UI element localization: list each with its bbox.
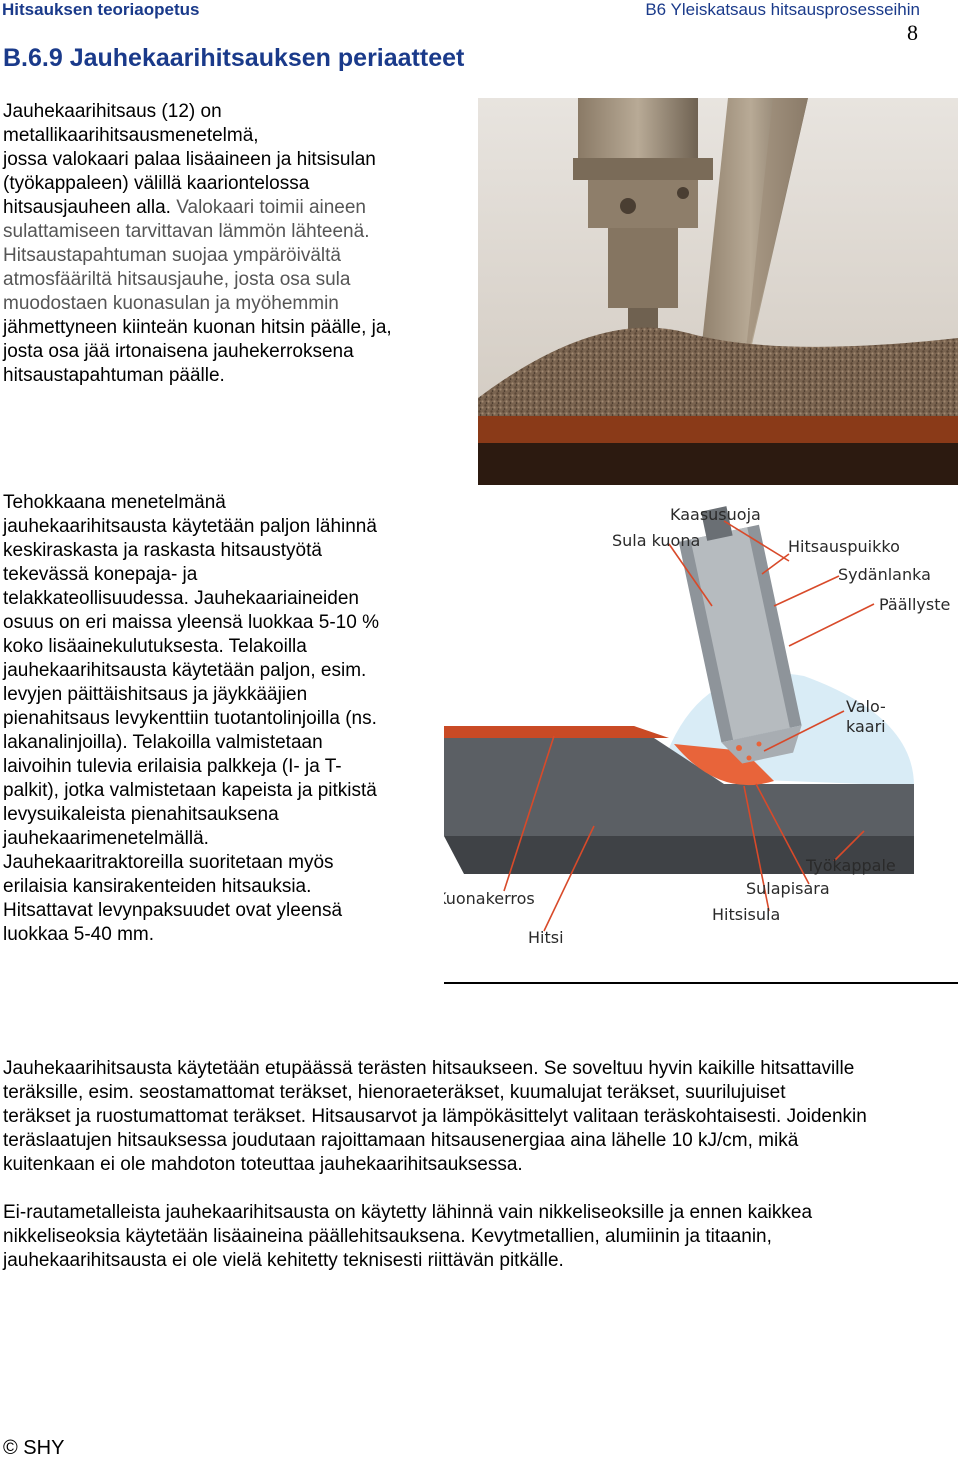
text-line: teräksille, esim. seostamattomat teräkset, hienoraeteräkset, kuumalujat teräkset, suurilujuiset (3, 1082, 786, 1103)
text-line: lakanalinjoilla). Telakoilla valmistetaan (3, 732, 323, 753)
text-line: metallikaarihitsausmenetelmä, (3, 125, 259, 146)
page-number: 8 (907, 20, 918, 45)
text-line (3, 196, 443, 220)
text-line: levysuikaleista pienahitsauksena (3, 804, 279, 825)
text-line: Jauhekaarihitsaus (12) on (3, 101, 222, 122)
text-line: teräslaatujen hitsauksessa joudutaan rajoittamaan hitsausenergiaa aina lähelle 10 kJ/cm, mikä (3, 1130, 799, 1151)
process-diagram-illustration (444, 486, 958, 986)
text-line: atmosfääriltä hitsausjauhe, josta osa sula (3, 269, 351, 290)
label-kaasusuoja: Kaasusuoja (670, 505, 761, 524)
steel-paragraph (3, 1057, 953, 1177)
text-line: luokkaa 5-40 mm. (3, 924, 155, 945)
label-hitsauspuikko: Hitsauspuikko (788, 537, 900, 556)
footer-copyright: © SHY (3, 1437, 65, 1459)
welding-photo-illustration (478, 98, 958, 485)
text-line: jauhekaarihitsausta ei ole vielä kehitetty teknisesti riittävän pitkälle. (3, 1250, 564, 1271)
label-sula-kuona: Sula kuona (612, 531, 701, 550)
text-line: josta osa jää irtonaisena jauhekerroksena (3, 341, 354, 362)
intro-paragraph (3, 100, 443, 388)
text-line: Jauhekaaritraktoreilla suoritetaan myös (3, 852, 334, 873)
text-line: hitsaustapahtuman päälle. (3, 365, 225, 386)
nonferrous-paragraph (3, 1201, 953, 1273)
text-line: koko lisäainekulutuksesta. Telakoilla (3, 636, 307, 657)
text-line: jauhekaarimenetelmällä. (3, 828, 209, 849)
label-valokaari-1: Valo- (846, 697, 886, 716)
text-line: osuus on eri maissa yleensä luokkaa 5-10 % (3, 612, 379, 633)
text-line: jossa valokaari palaa lisäaineen ja hitsisulan (3, 149, 376, 170)
label-tyokappale: Työkappale (806, 856, 896, 875)
text-line: palkit), jotka valmistetaan kapeista ja pitkistä (3, 780, 377, 801)
text-line: telakkateollisuudessa. Jauhekaariaineiden (3, 588, 359, 609)
text-line: laivoihin tulevia erilaisia palkkeja (I- ja T- (3, 756, 342, 777)
text-line: erilaisia kansirakenteiden hitsauksia. (3, 876, 312, 897)
text-line: levyjen päittäishitsaus ja jäykkääjien (3, 684, 308, 705)
label-kuonakerros: Kuonakerros (444, 889, 535, 908)
header-chapter: B6 Yleiskatsaus hitsausprosesseihin (645, 0, 920, 19)
section-title: B.6.9 Jauhekaarihitsauksen periaatteet (3, 44, 465, 72)
text-line: muodostaen kuonasulan ja myöhemmin (3, 293, 339, 314)
text-fragment: hitsausjauheen alla. (3, 197, 171, 218)
label-hitsi: Hitsi (528, 928, 564, 947)
text-line: pienahitsaus levykenttiin tuotantolinjoilla (ns. (3, 708, 377, 729)
text-fragment: Valokaari toimii aineen (176, 197, 366, 218)
text-line: Tehokkaana menetelmänä (3, 492, 226, 513)
text-line: jähmettyneen kiinteän kuonan hitsin päälle, ja, (3, 317, 392, 338)
text-line: Ei-rautametalleista jauhekaarihitsausta on käytetty lähinnä vain nikkeliseoksille ja ennen kaikkea (3, 1202, 813, 1223)
text-line: Hitsaustapahtuman suojaa ympäröivältä (3, 245, 341, 266)
label-kuonakerros-clip (444, 889, 535, 908)
text-line: sulattamiseen tarvittavan lämmön lähteenä. (3, 221, 370, 242)
text-line: (työkappaleen) välillä kaariontelossa (3, 173, 310, 194)
label-sulapisara: Sulapisara (746, 879, 830, 898)
label-sydanlanka: Sydänlanka (838, 565, 931, 584)
text-line: tekevässä konepaja- ja (3, 564, 198, 585)
welding-photo (478, 98, 958, 485)
process-diagram (444, 486, 958, 986)
text-line: jauhekaarihitsausta käytetään paljon, esim. (3, 660, 367, 681)
label-valokaari-2: kaari (846, 717, 886, 736)
label-paallyste: Päällyste (879, 595, 951, 614)
text-line: kuitenkaan ei ole mahdoton toteuttaa jauhekaarihitsauksessa. (3, 1154, 523, 1175)
label-hitsisula: Hitsisula (712, 905, 781, 924)
text-line: Hitsattavat levynpaksuudet ovat yleensä (3, 900, 343, 921)
text-line: teräkset ja ruostumattomat teräkset. Hitsausarvot ja lämpökäsittelyt valitaan teräskohtaisesti. Joidenkin (3, 1106, 867, 1127)
header-title: Hitsauksen teoriaopetus (2, 0, 200, 19)
text-line: jauhekaarihitsausta käytetään paljon lähinnä (3, 516, 377, 537)
text-line: keskiraskasta ja raskasta hitsaustyötä (3, 540, 322, 561)
usage-paragraph (3, 491, 428, 947)
text-line: Jauhekaarihitsausta käytetään etupäässä terästen hitsaukseen. Se soveltuu hyvin kaikille hitsattaville (3, 1058, 855, 1079)
text-line: nikkeliseoksia käytetään lisäaineina päällehitsauksena. Kevytmetallien, alumiinin ja titaanin, (3, 1226, 772, 1247)
